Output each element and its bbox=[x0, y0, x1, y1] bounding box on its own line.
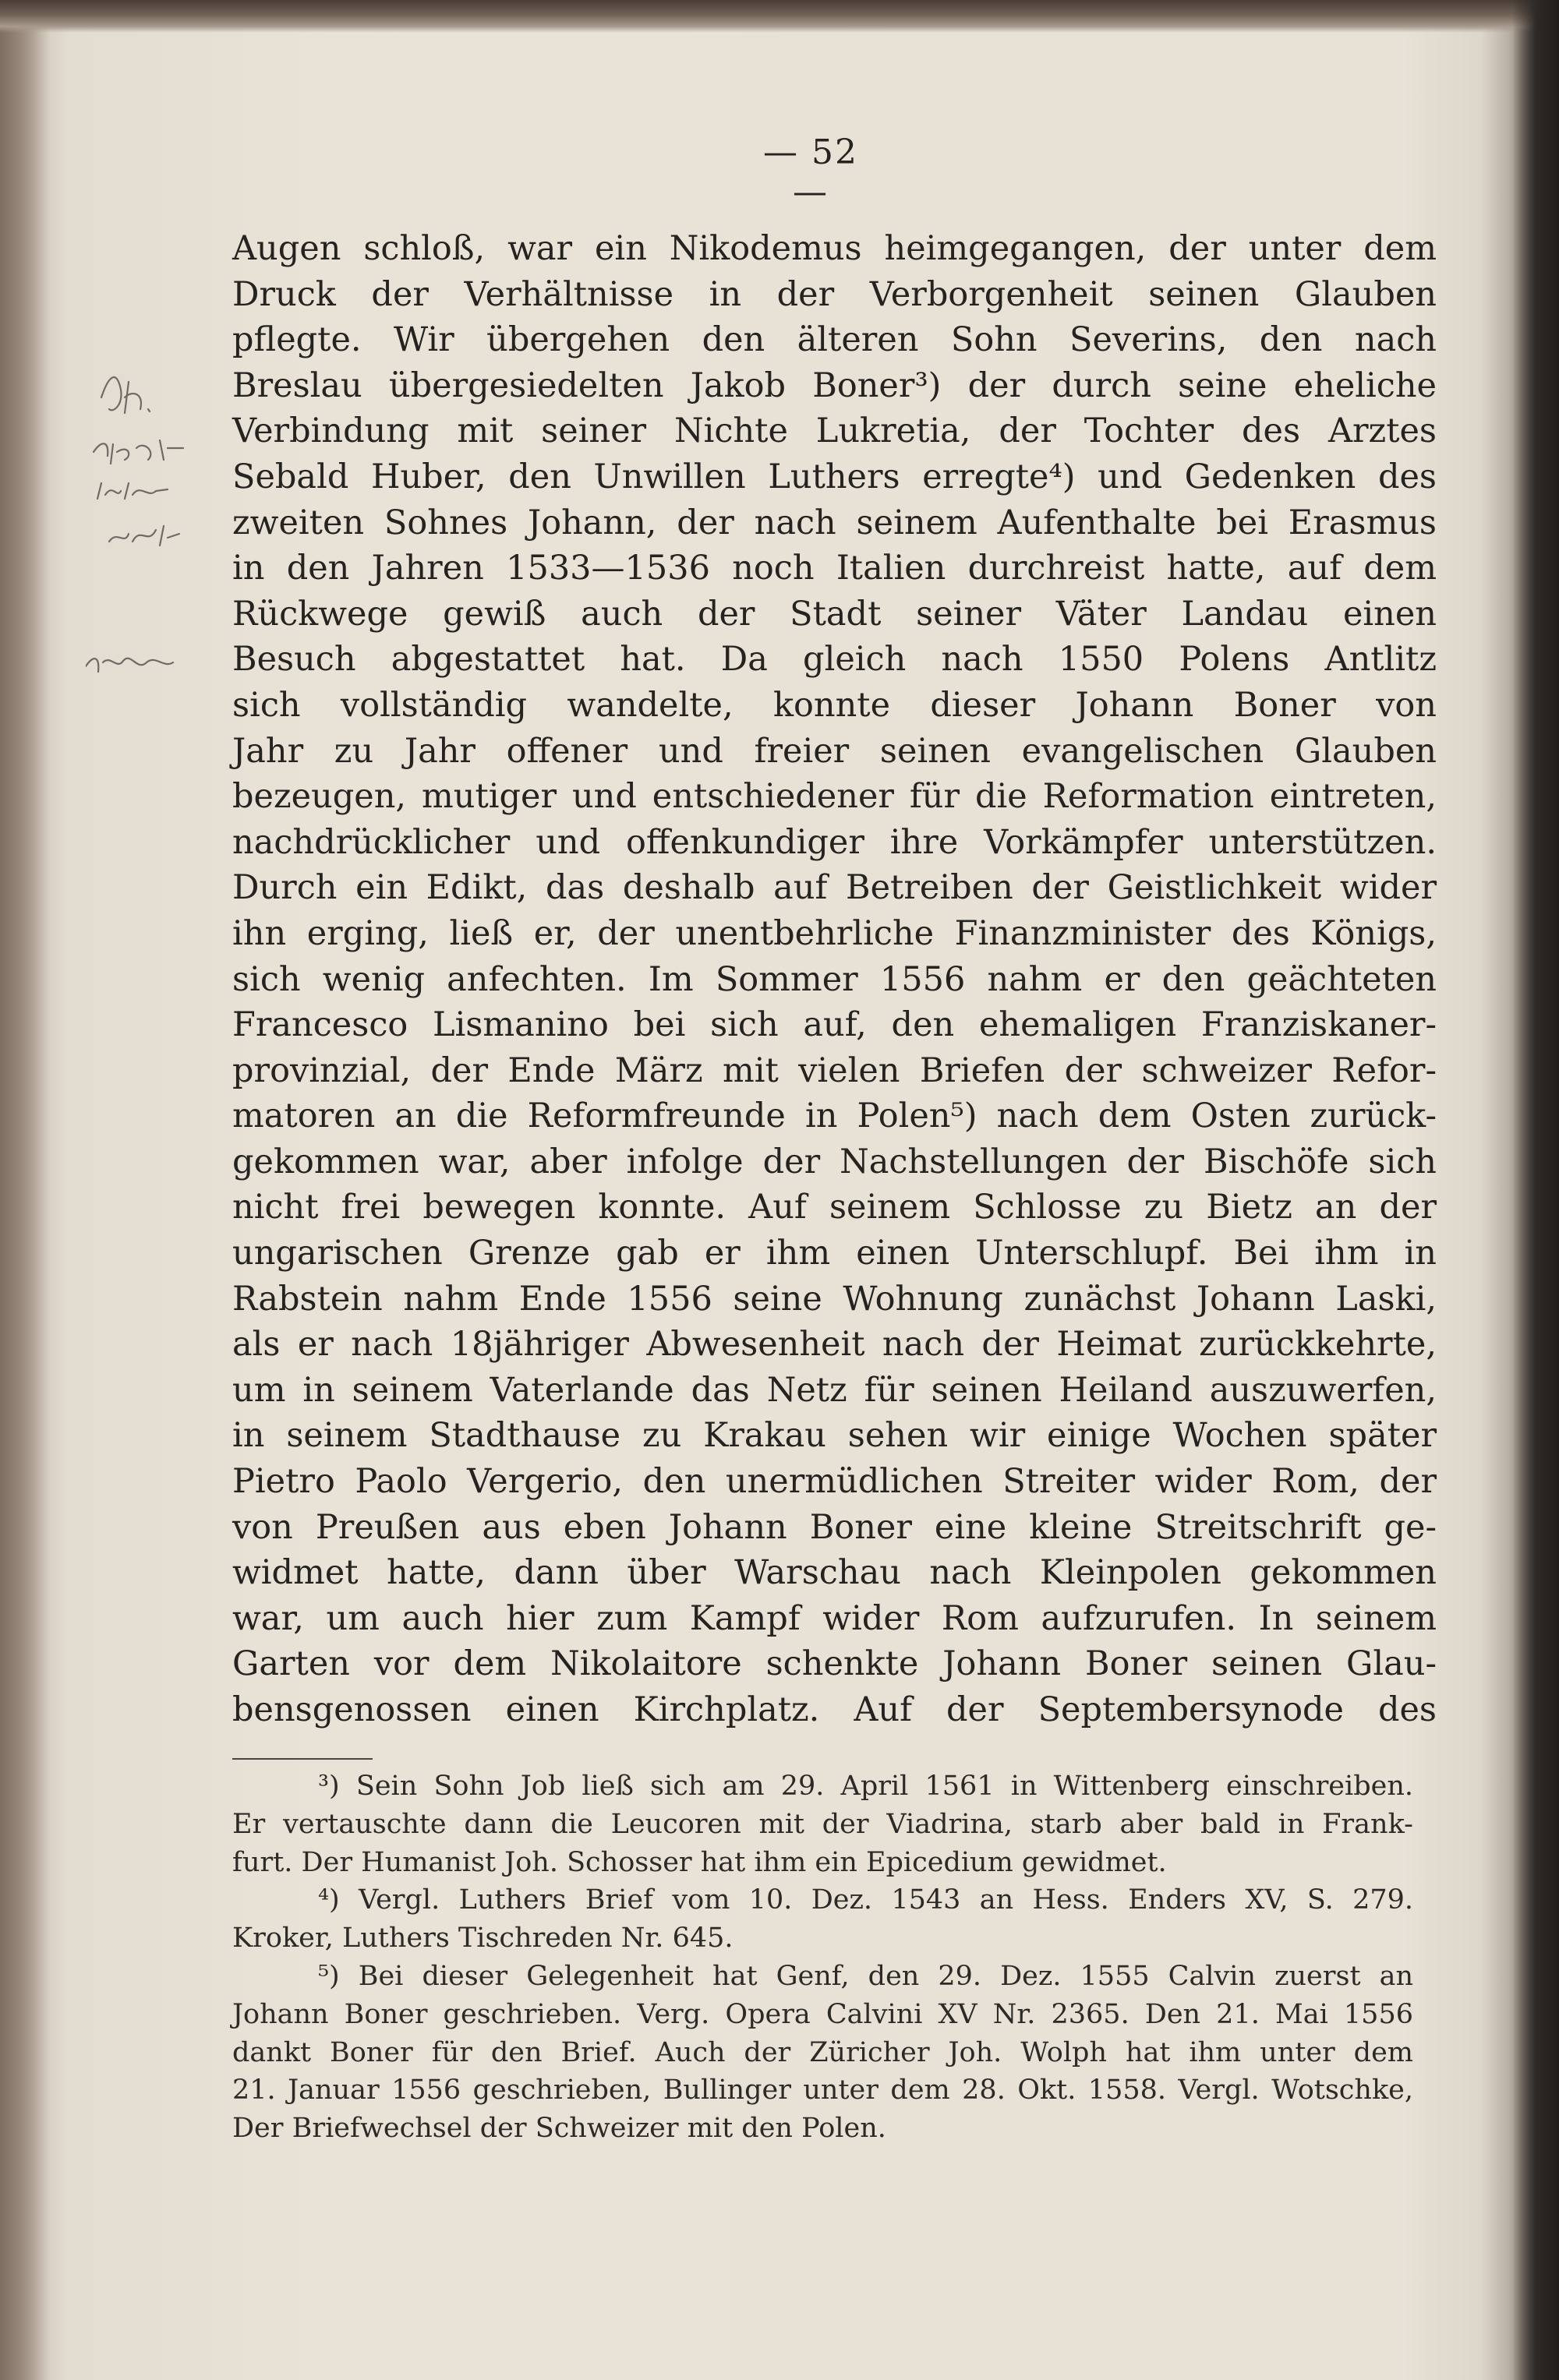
page-number: — 52 — bbox=[763, 132, 858, 212]
handwritten-margin-notes bbox=[86, 366, 226, 694]
text-line: Breslau übergesiedelten Jakob Boner³) der durch seine eheliche bbox=[232, 365, 1437, 405]
text-line: ungarischen Grenze gab er ihm einen Unterschlupf. Bei ihm in bbox=[232, 1234, 1437, 1273]
text-line: provinzial, der Ende März mit vielen Briefen der schweizer Refor- bbox=[232, 1051, 1437, 1090]
text-line: nicht frei bewegen konnte. Auf seinem Schlosse zu Bietz an der bbox=[232, 1188, 1437, 1227]
footnote-line: ⁴) Vergl. Luthers Brief vom 10. Dez. 1543 an Hess. Enders XV, S. 279. bbox=[318, 1884, 1413, 1916]
text-line: zweiten Sohnes Johann, der nach seinem Aufenthalte bei Erasmus bbox=[232, 503, 1437, 542]
text-line: als er nach 18jähriger Abwesenheit nach der Heimat zurückkehrte, bbox=[232, 1325, 1437, 1365]
text-line: Rückwege gewiß auch der Stadt seiner Väter Landau einen bbox=[232, 594, 1437, 634]
text-line: sich wenig anfechten. Im Sommer 1556 nahm er den geächteten bbox=[232, 959, 1437, 999]
text-line: in den Jahren 1533—1536 noch Italien durchreist hatte, auf dem bbox=[232, 549, 1437, 588]
footnote-line: Kroker, Luthers Tischreden Nr. 645. bbox=[232, 1923, 734, 1954]
text-line: Augen schloß, war ein Nikodemus heimgegangen, der unter dem bbox=[232, 229, 1437, 268]
footnote-line: Der Briefwechsel der Schweizer mit den Polen. bbox=[232, 2113, 886, 2145]
text-line: nachdrücklicher und offenkundiger ihre Vorkämpfer unterstützen. bbox=[232, 822, 1437, 862]
main-text-block bbox=[232, 226, 1437, 1733]
footnote-line: furt. Der Humanist Joh. Schosser hat ihm ein Epicedium gewidmet. bbox=[232, 1846, 1167, 1878]
text-line: bensgenossen einen Kirchplatz. Auf der Septembersynode des bbox=[232, 1690, 1437, 1729]
footnote-divider bbox=[232, 1758, 373, 1760]
text-line: Druck der Verhältnisse in der Verborgenheit seinen Glauben bbox=[232, 274, 1437, 314]
text-line: Pietro Paolo Vergerio, den unermüdlichen Streiter wider Rom, der bbox=[232, 1462, 1437, 1502]
text-line: Rabstein nahm Ende 1556 seine Wohnung zunächst Johann Laski, bbox=[232, 1279, 1437, 1319]
footnotes-block bbox=[232, 1767, 1413, 2148]
footnote-line: 21. Januar 1556 geschrieben, Bullinger unter dem 28. Okt. 1558. Vergl. Wotschke, bbox=[232, 2075, 1413, 2106]
text-line: gekommen war, aber infolge der Nachstellungen der Bischöfe sich bbox=[232, 1142, 1437, 1181]
text-line: Sebald Huber, den Unwillen Luthers erregte⁴) und Gedenken des bbox=[232, 457, 1437, 496]
text-line: matoren an die Reformfreunde in Polen⁵) nach dem Osten zurück- bbox=[232, 1096, 1437, 1136]
text-line: widmet hatte, dann über Warschau nach Kleinpolen gekommen bbox=[232, 1553, 1437, 1593]
footnote-line: Er vertauschte dann die Leucoren mit der Viadrina, starb aber bald in Frank- bbox=[232, 1808, 1413, 1840]
text-line: bezeugen, mutiger und entschiedener für die Reformation eintreten, bbox=[232, 777, 1437, 817]
footnote-line: ⁵) Bei dieser Gelegenheit hat Genf, den 29. Dez. 1555 Calvin zuerst an bbox=[318, 1960, 1413, 1992]
text-line: pflegte. Wir übergehen den älteren Sohn Severins, den nach bbox=[232, 320, 1437, 360]
text-line: von Preußen aus eben Johann Boner eine kleine Streitschrift ge- bbox=[232, 1507, 1437, 1547]
text-line: sich vollständig wandelte, konnte dieser Johann Boner von bbox=[232, 685, 1437, 725]
text-line: Jahr zu Jahr offener und freier seinen evangelischen Glauben bbox=[232, 731, 1437, 771]
text-line: Garten vor dem Nikolaitore schenkte Johann Boner seinen Glau- bbox=[232, 1644, 1437, 1684]
text-line: in seinem Stadthause zu Krakau sehen wir einige Wochen später bbox=[232, 1416, 1437, 1456]
text-line: um in seinem Vaterlande das Netz für seinen Heiland auszuwerfen, bbox=[232, 1370, 1437, 1410]
footnote-line: dankt Boner für den Brief. Auch der Züricher Joh. Wolph hat ihm unter dem bbox=[232, 2036, 1413, 2068]
text-line: Francesco Lismanino bei sich auf, den ehemaligen Franziskaner- bbox=[232, 1005, 1437, 1045]
text-line: Besuch abgestattet hat. Da gleich nach 1550 Polens Antlitz bbox=[232, 640, 1437, 680]
text-line: Durch ein Edikt, das deshalb auf Betreiben der Geistlichkeit wider bbox=[232, 868, 1437, 908]
footnote-line: ³) Sein Sohn Job ließ sich am 29. April 1561 in Wittenberg einschreiben. bbox=[318, 1771, 1413, 1802]
text-line: war, um auch hier zum Kampf wider Rom aufzurufen. In seinem bbox=[232, 1598, 1437, 1638]
text-line: ihn erging, ließ er, der unentbehrliche Finanzminister des Königs, bbox=[232, 913, 1437, 953]
footnote-line: Johann Boner geschrieben. Verg. Opera Calvini XV Nr. 2365. Den 21. Mai 1556 bbox=[232, 1998, 1413, 2030]
text-line: Verbindung mit seiner Nichte Lukretia, der Tochter des Arztes bbox=[232, 411, 1437, 451]
